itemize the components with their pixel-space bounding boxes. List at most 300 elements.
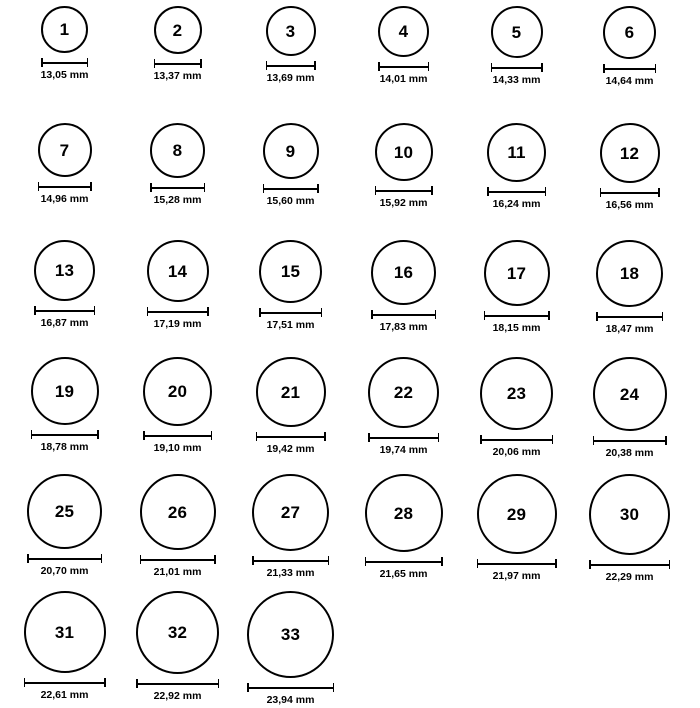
- ring-circle: [365, 474, 443, 552]
- measure-bar-cap-left: [247, 683, 249, 692]
- measure-bar-cap-right: [211, 431, 213, 440]
- ring-measure-label: 13,69 mm: [266, 72, 315, 84]
- ring-circle: [34, 240, 95, 301]
- measure-bar-cap-left: [31, 430, 33, 439]
- measure-bar-line: [600, 192, 660, 194]
- measure-bar-cap-left: [371, 310, 373, 319]
- ring-size-cell[interactable]: [234, 591, 347, 706]
- ring-measure-label: 14,96 mm: [40, 193, 89, 205]
- ring-measure-label: 16,87 mm: [40, 317, 89, 329]
- ring-measure-block: [460, 306, 573, 334]
- measure-bar-cap-right: [324, 432, 326, 441]
- ring-measure-bar: [24, 678, 106, 687]
- measure-bar-line: [27, 558, 102, 560]
- ring-size-cell[interactable]: [347, 123, 460, 209]
- measure-bar-cap-left: [38, 182, 40, 191]
- ring-size-cell[interactable]: [573, 6, 686, 87]
- ring-circle: [491, 6, 543, 58]
- ring-measure-bar: [596, 312, 663, 321]
- ring-size-number: 5: [511, 22, 522, 42]
- ring-measure-block: [347, 428, 460, 456]
- ring-circle: [378, 6, 429, 57]
- ring-measure-bar: [365, 557, 443, 566]
- ring-circle: [143, 357, 212, 426]
- ring-measure-label: 22,92 mm: [153, 690, 202, 702]
- measure-bar-cap-left: [136, 679, 138, 688]
- ring-circle: [31, 357, 99, 425]
- measure-bar-cap-left: [263, 184, 265, 193]
- measure-bar-line: [136, 683, 219, 685]
- measure-bar-cap-right: [552, 435, 554, 444]
- measure-bar-cap-right: [431, 186, 433, 195]
- measure-bar-cap-right: [658, 188, 660, 197]
- ring-size-number: 33: [280, 625, 301, 644]
- ring-measure-block: [573, 431, 686, 459]
- ring-size-number: 2: [172, 20, 183, 40]
- ring-circle: [480, 357, 553, 430]
- ring-circle: [41, 6, 88, 53]
- measure-bar-cap-left: [365, 557, 367, 566]
- ring-measure-block: [234, 427, 347, 455]
- ring-size-number: 28: [393, 503, 414, 523]
- ring-size-number: 4: [398, 22, 409, 41]
- measure-bar-cap-right: [87, 58, 89, 67]
- ring-measure-label: 20,38 mm: [605, 447, 654, 459]
- ring-circle: [147, 240, 209, 302]
- ring-measure-label: 18,15 mm: [492, 322, 541, 334]
- ring-circle: [256, 357, 326, 427]
- ring-measure-bar: [34, 306, 95, 315]
- ring-measure-label: 21,65 mm: [379, 568, 428, 580]
- ring-measure-bar: [375, 186, 433, 195]
- ring-measure-block: [573, 59, 686, 87]
- measure-bar-cap-right: [101, 554, 103, 563]
- ring-circle: [154, 6, 202, 54]
- ring-size-cell[interactable]: [121, 6, 234, 82]
- ring-circle: [136, 591, 219, 674]
- ring-circle: [375, 123, 433, 181]
- measure-bar-cap-left: [368, 433, 370, 442]
- ring-size-cell[interactable]: [121, 591, 234, 702]
- ring-measure-block: [347, 305, 460, 333]
- measure-bar-line: [491, 67, 543, 69]
- measure-bar-cap-left: [589, 560, 591, 569]
- ring-size-number: 27: [280, 503, 301, 522]
- measure-bar-line: [371, 314, 436, 316]
- ring-size-number: 7: [59, 140, 70, 160]
- measure-bar-cap-left: [143, 431, 145, 440]
- ring-circle: [484, 240, 550, 306]
- ring-size-number: 9: [285, 141, 296, 161]
- measure-bar-cap-right: [94, 306, 96, 315]
- measure-bar-cap-right: [435, 310, 437, 319]
- ring-size-cell[interactable]: [8, 123, 121, 205]
- measure-bar-cap-right: [317, 184, 319, 193]
- ring-size-number: 6: [624, 23, 635, 42]
- ring-measure-bar: [31, 430, 99, 439]
- ring-measure-block: [347, 181, 460, 209]
- ring-measure-label: 17,51 mm: [266, 319, 315, 331]
- ring-circle: [247, 591, 334, 678]
- measure-bar-cap-left: [150, 183, 152, 192]
- measure-bar-cap-right: [321, 308, 323, 317]
- measure-bar-line: [368, 437, 439, 439]
- ring-size-number: 32: [167, 623, 188, 642]
- ring-measure-label: 16,56 mm: [605, 199, 654, 211]
- ring-measure-block: [460, 430, 573, 458]
- ring-circle: [477, 474, 557, 554]
- measure-bar-line: [143, 435, 212, 437]
- ring-measure-bar: [263, 184, 319, 193]
- ring-measure-block: [347, 57, 460, 85]
- ring-size-number: 10: [393, 142, 414, 162]
- measure-bar-line: [140, 559, 216, 561]
- measure-bar-cap-left: [375, 186, 377, 195]
- ring-measure-block: [460, 554, 573, 582]
- ring-measure-label: 19,74 mm: [379, 444, 428, 456]
- ring-measure-bar: [256, 432, 326, 441]
- measure-bar-line: [477, 563, 557, 565]
- ring-measure-bar: [266, 61, 316, 70]
- ring-measure-label: 23,94 mm: [266, 694, 315, 706]
- ring-size-number: 11: [507, 143, 526, 162]
- ring-size-number: 23: [506, 384, 527, 403]
- ring-measure-block: [573, 183, 686, 211]
- ring-circle: [266, 6, 316, 56]
- measure-bar-cap-right: [104, 678, 106, 687]
- ring-measure-bar: [252, 556, 329, 565]
- measure-bar-line: [41, 62, 88, 64]
- measure-bar-line: [259, 312, 322, 314]
- ring-measure-bar: [600, 188, 660, 197]
- ring-size-cell[interactable]: [573, 357, 686, 459]
- ring-measure-block: [234, 551, 347, 579]
- ring-circle: [263, 123, 319, 179]
- ring-measure-label: 19,10 mm: [153, 442, 202, 454]
- measure-bar-cap-left: [593, 436, 595, 445]
- ring-measure-label: 22,29 mm: [605, 571, 654, 583]
- measure-bar-cap-left: [147, 307, 149, 316]
- ring-size-cell[interactable]: [460, 123, 573, 210]
- measure-bar-line: [596, 316, 663, 318]
- ring-measure-label: 15,60 mm: [266, 195, 315, 207]
- ring-size-number: 14: [167, 261, 188, 281]
- ring-circle: [600, 123, 660, 183]
- ring-size-cell[interactable]: [8, 591, 121, 701]
- ring-measure-bar: [38, 182, 92, 191]
- ring-size-cell[interactable]: [347, 357, 460, 456]
- ring-size-cell[interactable]: [460, 357, 573, 458]
- ring-measure-label: 22,61 mm: [40, 689, 89, 701]
- ring-measure-label: 18,78 mm: [40, 441, 89, 453]
- ring-measure-label: 19,42 mm: [266, 443, 315, 455]
- ring-size-cell[interactable]: [460, 240, 573, 334]
- ring-circle: [38, 123, 92, 177]
- measure-bar-cap-right: [207, 307, 209, 316]
- ring-measure-block: [8, 549, 121, 577]
- ring-size-cell[interactable]: [234, 474, 347, 579]
- measure-bar-cap-right: [665, 436, 667, 445]
- ring-size-number: 12: [619, 143, 640, 163]
- ring-measure-label: 15,92 mm: [379, 197, 428, 209]
- measure-bar-cap-left: [480, 435, 482, 444]
- ring-measure-label: 15,28 mm: [153, 194, 202, 206]
- ring-measure-bar: [136, 679, 219, 688]
- measure-bar-cap-right: [441, 557, 443, 566]
- ring-measure-block: [8, 673, 121, 701]
- ring-measure-bar: [368, 433, 439, 442]
- ring-size-cell[interactable]: [573, 240, 686, 335]
- measure-bar-line: [150, 187, 205, 189]
- ring-size-cell[interactable]: [347, 6, 460, 85]
- ring-measure-block: [460, 182, 573, 210]
- ring-size-number: 31: [54, 622, 75, 642]
- ring-measure-block: [8, 425, 121, 453]
- measure-bar-line: [24, 682, 106, 684]
- ring-measure-bar: [247, 683, 334, 692]
- ring-measure-block: [121, 302, 234, 330]
- ring-measure-bar: [603, 64, 656, 73]
- measure-bar-cap-left: [140, 555, 142, 564]
- ring-measure-block: [8, 301, 121, 329]
- ring-measure-bar: [140, 555, 216, 564]
- ring-size-cell[interactable]: [573, 474, 686, 583]
- ring-measure-block: [234, 179, 347, 207]
- measure-bar-cap-left: [256, 432, 258, 441]
- measure-bar-cap-right: [328, 556, 330, 565]
- ring-measure-bar: [378, 62, 429, 71]
- measure-bar-cap-right: [669, 560, 671, 569]
- ring-circle: [603, 6, 656, 59]
- ring-measure-block: [8, 177, 121, 205]
- ring-circle: [589, 474, 670, 555]
- measure-bar-cap-left: [378, 62, 380, 71]
- measure-bar-line: [247, 687, 334, 689]
- ring-size-cell[interactable]: [234, 123, 347, 207]
- ring-size-cell[interactable]: [347, 240, 460, 333]
- ring-size-cell[interactable]: [347, 474, 460, 580]
- ring-size-cell[interactable]: [8, 474, 121, 577]
- measure-bar-cap-left: [34, 306, 36, 315]
- ring-circle: [259, 240, 322, 303]
- ring-size-cell[interactable]: [234, 240, 347, 331]
- ring-circle: [140, 474, 216, 550]
- ring-measure-bar: [593, 436, 667, 445]
- measure-bar-line: [484, 315, 550, 317]
- ring-size-number: 8: [172, 141, 183, 160]
- measure-bar-cap-left: [41, 58, 43, 67]
- ring-size-cell[interactable]: [8, 240, 121, 329]
- ring-size-number: 19: [54, 381, 75, 401]
- ring-measure-bar: [154, 59, 202, 68]
- measure-bar-cap-right: [545, 187, 547, 196]
- ring-circle: [593, 357, 667, 431]
- ring-measure-block: [121, 550, 234, 578]
- measure-bar-line: [38, 186, 92, 188]
- measure-bar-cap-left: [477, 559, 479, 568]
- measure-bar-cap-left: [596, 312, 598, 321]
- measure-bar-line: [375, 190, 433, 192]
- measure-bar-line: [365, 561, 443, 563]
- ring-measure-bar: [371, 310, 436, 319]
- ring-size-cell[interactable]: [460, 6, 573, 86]
- measure-bar-cap-right: [314, 61, 316, 70]
- measure-bar-line: [487, 191, 546, 193]
- ring-size-number: 29: [506, 504, 527, 524]
- ring-measure-block: [234, 303, 347, 331]
- measure-bar-cap-right: [548, 311, 550, 320]
- ring-size-cell[interactable]: [8, 357, 121, 453]
- ring-size-row: [8, 474, 692, 591]
- ring-size-number: 20: [167, 382, 188, 401]
- ring-size-cell[interactable]: [8, 6, 121, 81]
- measure-bar-line: [480, 439, 553, 441]
- ring-measure-label: 16,24 mm: [492, 198, 541, 210]
- ring-measure-block: [121, 178, 234, 206]
- ring-size-cell[interactable]: [460, 474, 573, 582]
- ring-measure-label: 14,64 mm: [605, 75, 654, 87]
- ring-measure-block: [573, 555, 686, 583]
- measure-bar-cap-right: [438, 433, 440, 442]
- ring-measure-bar: [480, 435, 553, 444]
- ring-size-cell[interactable]: [234, 357, 347, 455]
- ring-measure-label: 20,06 mm: [492, 446, 541, 458]
- ring-size-row: [8, 6, 692, 123]
- ring-measure-label: 21,97 mm: [492, 570, 541, 582]
- ring-size-cell[interactable]: [234, 6, 347, 84]
- measure-bar-line: [34, 310, 95, 312]
- ring-measure-label: 13,37 mm: [153, 70, 202, 82]
- ring-measure-label: 20,70 mm: [40, 565, 89, 577]
- ring-measure-block: [573, 307, 686, 335]
- measure-bar-cap-left: [484, 311, 486, 320]
- measure-bar-cap-left: [491, 63, 493, 72]
- ring-measure-block: [234, 56, 347, 84]
- ring-circle: [371, 240, 436, 305]
- ring-measure-label: 14,33 mm: [492, 74, 541, 86]
- ring-measure-block: [121, 54, 234, 82]
- measure-bar-cap-left: [600, 188, 602, 197]
- ring-circle: [596, 240, 663, 307]
- ring-size-number: 25: [54, 502, 75, 521]
- ring-measure-bar: [143, 431, 212, 440]
- ring-size-number: 17: [506, 263, 527, 283]
- measure-bar-cap-right: [428, 62, 430, 71]
- measure-bar-line: [593, 440, 667, 442]
- measure-bar-cap-left: [603, 64, 605, 73]
- ring-measure-bar: [491, 63, 543, 72]
- ring-size-number: 21: [280, 382, 301, 402]
- ring-measure-block: [347, 552, 460, 580]
- ring-measure-bar: [259, 308, 322, 317]
- ring-size-cell[interactable]: [121, 240, 234, 330]
- ring-size-number: 30: [619, 505, 640, 524]
- measure-bar-cap-left: [266, 61, 268, 70]
- measure-bar-cap-right: [97, 430, 99, 439]
- measure-bar-line: [154, 63, 202, 65]
- ring-measure-block: [121, 426, 234, 454]
- ring-measure-label: 14,01 mm: [379, 73, 428, 85]
- ring-measure-bar: [487, 187, 546, 196]
- ring-size-cell[interactable]: [121, 474, 234, 578]
- ring-measure-label: 21,01 mm: [153, 566, 202, 578]
- ring-circle: [487, 123, 546, 182]
- ring-measure-bar: [477, 559, 557, 568]
- measure-bar-cap-right: [200, 59, 202, 68]
- measure-bar-line: [147, 311, 209, 313]
- ring-circle: [150, 123, 205, 178]
- measure-bar-cap-right: [214, 555, 216, 564]
- measure-bar-cap-right: [218, 679, 220, 688]
- ring-size-row: [8, 357, 692, 474]
- measure-bar-cap-right: [662, 312, 664, 321]
- ring-measure-label: 17,19 mm: [153, 318, 202, 330]
- measure-bar-cap-left: [252, 556, 254, 565]
- ring-size-number: 22: [393, 383, 414, 402]
- measure-bar-line: [266, 65, 316, 67]
- measure-bar-cap-left: [27, 554, 29, 563]
- ring-size-row: [8, 123, 692, 240]
- ring-size-number: 13: [54, 261, 75, 280]
- measure-bar-cap-right: [541, 63, 543, 72]
- measure-bar-line: [31, 434, 99, 436]
- ring-measure-bar: [41, 58, 88, 67]
- ring-measure-block: [234, 678, 347, 706]
- ring-size-number: 15: [280, 262, 301, 281]
- ring-size-number: 18: [619, 264, 640, 283]
- measure-bar-cap-right: [90, 182, 92, 191]
- ring-size-number: 24: [619, 384, 640, 404]
- ring-size-cell[interactable]: [121, 357, 234, 454]
- measure-bar-cap-left: [24, 678, 26, 687]
- measure-bar-cap-right: [333, 683, 335, 692]
- ring-circle: [368, 357, 439, 428]
- ring-measure-bar: [147, 307, 209, 316]
- ring-measure-bar: [27, 554, 102, 563]
- ring-measure-block: [8, 53, 121, 81]
- ring-measure-bar: [484, 311, 550, 320]
- ring-measure-label: 13,05 mm: [40, 69, 89, 81]
- ring-circle: [27, 474, 102, 549]
- measure-bar-line: [589, 564, 670, 566]
- ring-size-number: 16: [393, 263, 414, 282]
- ring-size-cell[interactable]: [573, 123, 686, 211]
- ring-circle: [24, 591, 106, 673]
- ring-circle: [252, 474, 329, 551]
- ring-measure-bar: [150, 183, 205, 192]
- ring-size-number: 26: [167, 502, 188, 522]
- ring-measure-label: 21,33 mm: [266, 567, 315, 579]
- ring-measure-label: 17,83 mm: [379, 321, 428, 333]
- measure-bar-cap-left: [259, 308, 261, 317]
- measure-bar-line: [252, 560, 329, 562]
- measure-bar-cap-left: [487, 187, 489, 196]
- ring-size-number: 1: [59, 20, 70, 39]
- ring-measure-block: [460, 58, 573, 86]
- ring-size-number: 3: [285, 21, 296, 41]
- measure-bar-line: [603, 68, 656, 70]
- ring-size-row: [8, 591, 692, 708]
- ring-size-cell[interactable]: [121, 123, 234, 206]
- measure-bar-cap-right: [655, 64, 657, 73]
- ring-size-row: [8, 240, 692, 357]
- measure-bar-cap-left: [154, 59, 156, 68]
- measure-bar-line: [378, 66, 429, 68]
- measure-bar-line: [263, 188, 319, 190]
- measure-bar-cap-right: [204, 183, 206, 192]
- ring-measure-block: [121, 674, 234, 702]
- ring-measure-label: 18,47 mm: [605, 323, 654, 335]
